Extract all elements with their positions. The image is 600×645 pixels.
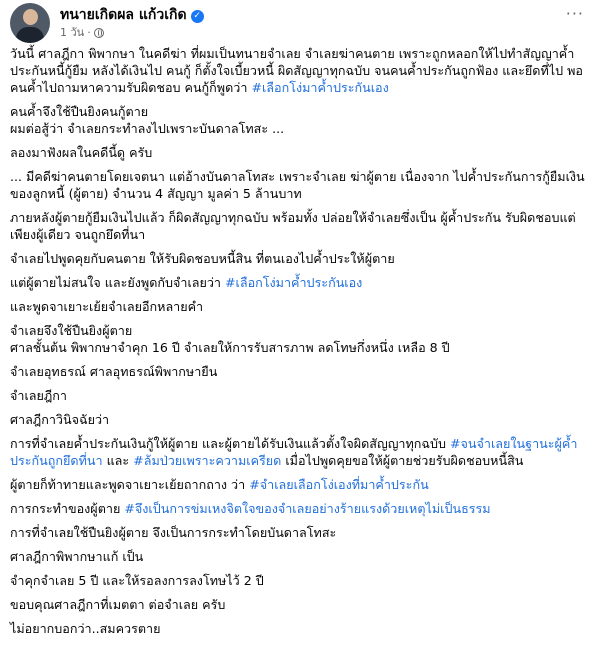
paragraph-16 xyxy=(10,524,585,541)
paragraph-text: ศาลชั้นต้น พิพากษาจำคุก 16 ปี จำเลยให้การรับสารภาพ ลดโทษกึ่งหนึ่ง เหลือ 8 ปี xyxy=(10,340,450,355)
paragraph-text: แต่ผู้ตายไม่สนใจ และยังพูดกับจำเลยว่า xyxy=(10,275,225,290)
paragraph-12 xyxy=(10,411,585,428)
paragraph-5 xyxy=(10,209,585,243)
globe-icon[interactable] xyxy=(94,28,104,38)
avatar-body xyxy=(16,27,44,43)
post-meta xyxy=(60,23,104,41)
post-header xyxy=(10,0,590,40)
paragraph-text: ไม่อยากบอกว่า..สมควรตาย xyxy=(10,621,161,636)
paragraph-text: การกระทำของผู้ตาย xyxy=(10,501,125,516)
paragraph-text: ผมต่อสู้ว่า จำเลยกระทำลงไปเพราะบันดาลโทสะ ... xyxy=(10,121,285,136)
hashtag-link[interactable]: #เลือกโง่มาค้ำประกันเอง xyxy=(251,80,389,95)
paragraph-10 xyxy=(10,363,585,380)
paragraph-text: จำคุกจำเลย 5 ปี และให้รอลงการลงโทษไว้ 2 ปี xyxy=(10,573,264,588)
hashtag-link[interactable]: #จำเลยเลือกโง่เองที่มาค้ำประกัน xyxy=(249,477,429,492)
paragraph-text: ภายหลังผู้ตายกู้ยืมเงินไปแล้ว ก็ผิดสัญญาทุกฉบับ พร้อมทั้ง ปล่อยให้จำเลยซึ่งเป็น ผู้ค้ำประกัน รับผิดชอบแต่เพียงผู้เดียว จนถูกยึดที่นา xyxy=(10,210,576,242)
paragraph-13 xyxy=(10,435,585,469)
paragraph-text: การที่จำเลยค้ำประกันเงินกู้ให้ผู้ตาย และผู้ตายได้รับเงินแล้วตั้งใจผิดสัญญาทุกฉบับ xyxy=(10,436,450,451)
paragraph-text: ศาลฎีกาวินิจฉัยว่า xyxy=(10,412,110,427)
paragraph-20 xyxy=(10,620,585,637)
paragraph-text: การที่จำเลยใช้ปืนยิงผู้ตาย จึงเป็นการกระทำโดยบันดาลโทสะ xyxy=(10,525,337,540)
paragraph-text: ขอบคุณศาลฎีกาที่เมตตา ต่อจำเลย ครับ xyxy=(10,597,226,612)
hashtag-link[interactable]: #จนจำเลยในฐานะผู้ค้ำประกันถูกยึดที่นา xyxy=(10,436,578,468)
paragraph-14 xyxy=(10,476,585,493)
paragraph-15 xyxy=(10,500,585,517)
paragraph-3 xyxy=(10,144,585,161)
paragraph-8 xyxy=(10,298,585,315)
hashtag-link[interactable]: #เลือกโง่มาค้ำประกันเอง xyxy=(225,275,363,290)
verified-badge-icon: ✓ xyxy=(191,10,204,23)
paragraph-text: ... มีคดีฆ่าคนตายโดยเจตนา แต่อ้างบันดาลโทสะ เพราะจำเลย ฆ่าผู้ตาย เนื่องจาก ไปค้ำประกันการกู้ยืมเงิน ของลูกหนี้ (ผู้ตาย) จำนวน 4 สัญญา มูลค่า 5 ล้านบาท xyxy=(10,169,585,201)
paragraph-text: ผู้ตายก็ท้าทายและพูดจาเยาะเย้ยถากถาง ว่า xyxy=(10,477,250,492)
paragraph-text: ลองมาฟังผลในคดีนี้ดู ครับ xyxy=(10,145,153,160)
paragraph-text: และพูดจาเยาะเย้ยจำเลยอีกหลายคำ xyxy=(10,299,204,314)
paragraph-text: เมื่อไปพูดคุยขอให้ผู้ตายช่วยรับผิดชอบหนี้สิน xyxy=(285,453,524,468)
post-time[interactable]: 1 วัน xyxy=(60,26,85,39)
meta-separator: · xyxy=(87,26,91,39)
paragraph-text: คนค้ำจึงใช้ปืนยิงคนกู้ตาย xyxy=(10,104,149,119)
author-name-text[interactable]: ทนายเกิดผล แก้วเกิด xyxy=(60,7,187,23)
hashtag-link[interactable]: #จึงเป็นการข่มเหงจิตใจของจำเลยอย่างร้ายแรงด้วยเหตุไม่เป็นธรรม xyxy=(124,501,491,516)
paragraph-6 xyxy=(10,250,585,267)
paragraph-text: ประกันหนี้กู้ยืม หลังได้เงินไป คนกู้ ก็ตั้งใจเบี้ยวหนี้ ผิดสัญญาทุกฉบับ จนคนค้ำประกันถูกฟ้อง และยึดที่ไป พอคนค้ำไปถามหาความรับผิดชอบ คนกู้ก็พูดว่า xyxy=(10,63,583,95)
post-body xyxy=(10,45,585,637)
avatar-head xyxy=(23,9,38,25)
paragraph-text: จำเลยไปพูดคุยกับคนตาย ให้รับผิดชอบหนี้สิน ที่ตนเองไปค้ำประให้ผู้ตาย xyxy=(10,251,395,266)
paragraph-text: จำเลยฎีกา xyxy=(10,388,68,403)
paragraph-17 xyxy=(10,548,585,565)
paragraph-text: จำเลยอุทธรณ์ ศาลอุทธรณ์พิพากษายืน xyxy=(10,364,218,379)
paragraph-text: และ xyxy=(106,453,134,468)
paragraph-text: วันนี้ ศาลฎีกา พิพากษา ในคดีฆ่า ที่ผมเป็นทนายจำเลย จำเลยฆ่าคนตาย เพราะถูกหลอกให้ไปทำสัญญาค้ำ xyxy=(10,46,575,61)
paragraph-text: ศาลฎีกาพิพากษาแก้ เป็น xyxy=(10,549,144,564)
paragraph-1 xyxy=(10,45,585,96)
paragraph-18 xyxy=(10,572,585,589)
paragraph-9 xyxy=(10,322,585,356)
more-options-icon[interactable]: ··· xyxy=(565,4,584,23)
avatar[interactable] xyxy=(10,3,50,43)
paragraph-19 xyxy=(10,596,585,613)
hashtag-link[interactable]: #ล้มป่วยเพราะความเครียด xyxy=(133,453,282,468)
paragraph-2 xyxy=(10,103,585,137)
paragraph-text: จำเลยจึงใช้ปืนยิงผู้ตาย xyxy=(10,323,133,338)
paragraph-11 xyxy=(10,387,585,404)
paragraph-4 xyxy=(10,168,585,202)
paragraph-7 xyxy=(10,274,585,291)
